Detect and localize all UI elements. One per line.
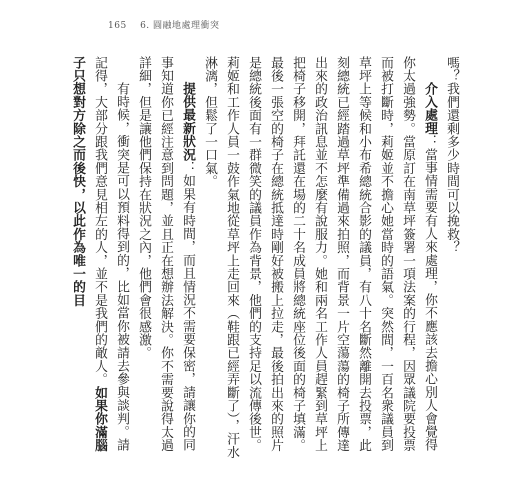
paragraph [66,56,132,460]
emphasis-text: 如果你滿腦子只想對方除之而後快，以此作為唯一的目 [70,56,107,452]
text-run: ：當事情需要有人來處理，你不應該去擔心別人會覺得你太過強勢。當原訂在南草坪簽署一項法案的行程，因眾議院要投票而被打斷時，莉姬並不擔心她當時的語氣。突然間，一百名衆議員到草坪上等候和小布希總統合影的議員，有八十名斷然離開去投票，此刻總統已經踏過草坪準備過來拍照，而背景一片空蕩蕩的椅子所傳達出來的政治訊息並不怎麼有說服力。她和兩名工作人員趕緊到草坪上把椅子移開，拜託還在場的二十名成員將總統座位後面的椅子填滿。最後一張空的椅子在總統抵達時剛好被搬上拉走，最後拍出來的照片是總統後面有一群微笑的議員作為背景，他們的支持足以流傳後世。莉姬和工作人員一鼓作氣地從草坪上走回來（鞋跟已經弄斷了），汗水淋漓，但鬆了一口氣。 [202,56,437,459]
text-run: 有時候，衝突是可以預料得到的，比如當你被請去參與談判。請記得，大部分跟我們意見相左的人，並不是我們的敵人。 [92,56,129,452]
paragraph-heading: 提供最新狀況 [180,81,195,161]
paragraph [198,56,440,460]
paragraph [132,56,198,460]
chapter-title: 6. 圓融地處理衝突 [140,21,220,31]
text-run: ：如果有時間，而且情況不需要保密，請讓你的同事知道你已經注意到問題，並且正在想辦法解決。你不需要說得太過詳細，但是讓他們保持在狀況之內，他們會很感激。 [136,56,195,452]
paragraph [440,56,462,460]
page-number: 165 [108,21,127,31]
body-text [70,56,462,460]
text-run: 嗎？我們還剩多少時間可以挽救？ [444,56,459,254]
running-header [108,18,220,31]
paragraph-heading: 介入處理 [422,81,437,135]
